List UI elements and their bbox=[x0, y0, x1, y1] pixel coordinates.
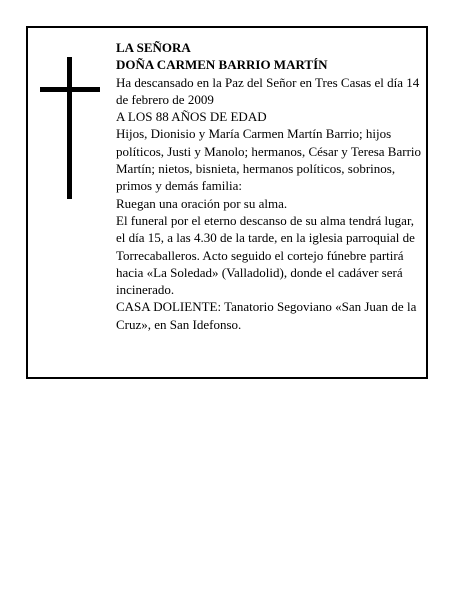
deceased-name: DOÑA CARMEN BARRIO MARTÍN bbox=[116, 57, 328, 73]
funeral-details: El funeral por el eterno descanso de su alma tendrá lugar, el día 15, a las 4.30 de la tarde, en la iglesia parroquial de Torrecaballeros. Acto seguido el cortejo fúnebre partirá hacia «La Soledad» (Valladolid), donde el cadáver será incinerado. bbox=[116, 212, 415, 298]
obituary-notice bbox=[26, 26, 428, 379]
age-statement: A LOS 88 AÑOS DE EDAD bbox=[116, 109, 267, 125]
cross-icon bbox=[40, 57, 100, 199]
cross-vertical-bar bbox=[67, 57, 72, 199]
notice-text bbox=[116, 39, 424, 333]
cross-horizontal-bar bbox=[40, 87, 100, 92]
family-list: Hijos, Dionisio y María Carmen Martín Barrio; hijos políticos, Justi y Manolo; hermanos, César y Teresa Barrio Martín; nietos, bisnieta, hermanos políticos, sobrinos, primos y demás familia: bbox=[116, 126, 422, 194]
passing-statement: Ha descansado en la Paz del Señor en Tres Casas el día 14 de febrero de 2009 bbox=[116, 74, 420, 107]
notice-title: LA SEÑORA bbox=[116, 40, 191, 55]
prayer-request: Ruegan una oración por su alma. bbox=[116, 195, 288, 211]
mourning-house: CASA DOLIENTE: Tanatorio Segoviano «San Juan de la Cruz», en San Idefonso. bbox=[116, 299, 417, 332]
